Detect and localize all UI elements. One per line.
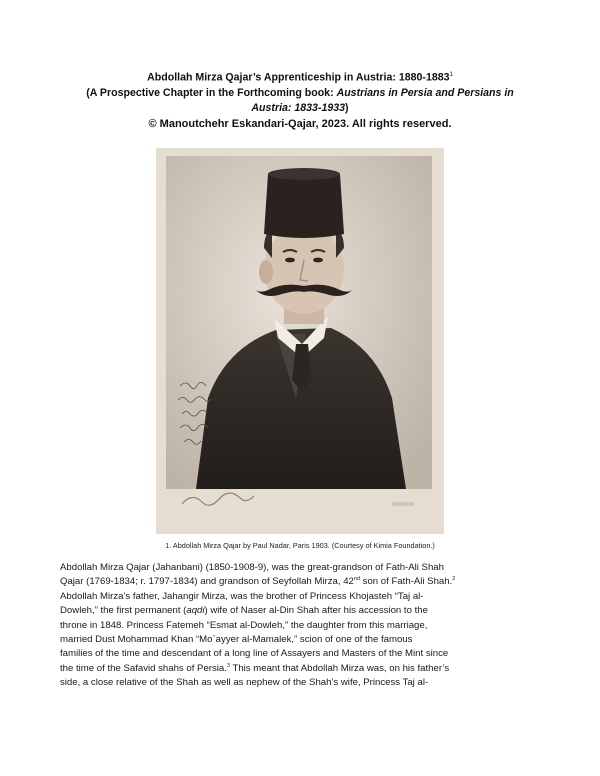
footnote-marker[interactable]: 2: [452, 576, 456, 583]
copyright-line: © Manoutchehr Eskandari-Qajar, 2023. All rights reserved.: [148, 117, 452, 130]
title-block: [60, 68, 540, 132]
figure-caption: 1. Abdollah Mirza Qajar by Paul Nadar, Paris 1903. (Courtesy of Kimia Foundation.): [165, 541, 435, 550]
face: [264, 226, 344, 314]
paper-subtitle-cont: Austria: 1833-1933): [251, 101, 349, 114]
text-line: Abdollah Mirza Qajar (Jahanbani) (1850-1908-9), was the great-grandson of Fath-Ali Shah: [60, 562, 444, 573]
title-footnote-marker[interactable]: 1: [449, 72, 453, 78]
paper-title: Abdollah Mirza Qajar’s Apprenticeship in Austria: 1880-1883$^1$: [147, 71, 453, 84]
text-line: Qajar (1769-1834; r. 1797-1834) and grandson of Seyfollah Mirza, 42nd son of Fath-Ali Shah.$^2$: [60, 576, 456, 588]
text-line: throne in 1848. Princess Fatemeh “Esmat al-Dowleh,” the daughter from this marriage,: [60, 619, 428, 631]
text-line: side, a close relative of the Shah as well as nephew of the Shah’s wife, Princess Taj al-: [60, 677, 429, 689]
footnote-marker[interactable]: 3: [226, 662, 230, 669]
portrait-image: [156, 148, 444, 534]
text-line: families of the time and descendant of a long line of Assayers and Masters of the Mint since: [60, 648, 449, 660]
body-paragraph: [60, 561, 542, 691]
paper-subtitle: (A Prospective Chapter in the Forthcoming book: Austrians in Persia and Persians in: [86, 86, 514, 99]
book-title-cont: Austria: 1833-1933: [251, 101, 346, 114]
text-line: Dowleh,” the first permanent (aqdi) wife of Naser al-Din Shah after his accession to the: [60, 605, 428, 617]
book-title: Austrians in Persia and Persians in: [336, 86, 514, 99]
text-line: the time of the Safavid shahs of Persia.$^3$ This meant that Abdollah Mirza was, on his father’s: [60, 662, 450, 674]
text-line: married Dust Mohammad Khan “Mo`ayyer al-Mamalek,” scion of one of the famous: [60, 634, 413, 646]
text-line: Abdollah Mirza’s father, Jahangir Mirza, was the brother of Princess Khojasteh “Taj al-: [60, 590, 424, 602]
portrait-photo: [156, 148, 444, 534]
